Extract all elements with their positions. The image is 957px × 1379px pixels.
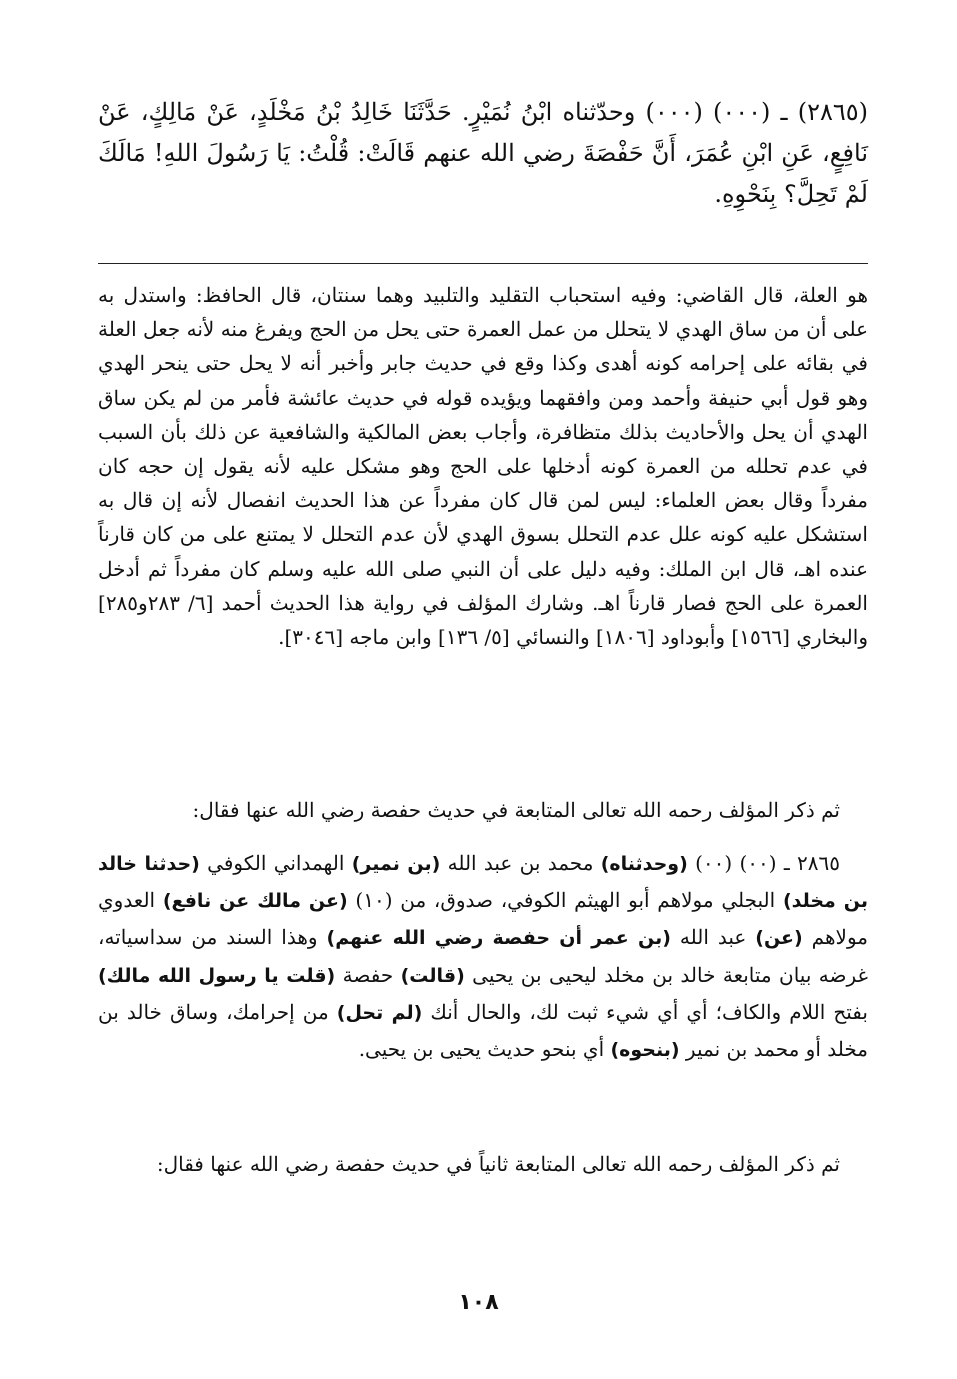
chain-text-8: حفصة (335, 962, 401, 987)
chain-bold-1: (وحدثناه) (600, 853, 688, 875)
chain-text-3: الهمداني الكوفي (199, 851, 352, 875)
chain-bold-6: (بن عمر أن حفصة رضي الله عنهم) (326, 927, 671, 950)
second-follow-up-text: ثم ذكر المؤلف رحمه الله تعالى المتابعة ثانياً في حديث حفصة رضي الله عنها فقال: (156, 1152, 840, 1176)
chain-text-1: ٢٨٦٥ ـ (٠٠) (٠٠) (687, 851, 840, 875)
chain-bold-7: (قالت) (400, 964, 465, 987)
chain-text-10: من إحرامك، وساق خالد بن مخلد أو محمد بن نمير (98, 999, 868, 1062)
chain-text-7: وهذا السند من سداسياته، غرضه بيان متابعة خالد بن مخلد ليحيى بن يحيى (98, 925, 868, 987)
chain-text-11: أي بنحو حديث يحيى بن يحيى. (358, 1037, 611, 1062)
chain-text-5: العدوي مولاهم (98, 888, 868, 950)
chain-bold-3: (حدثنا خالد بن مخلد) (98, 853, 869, 913)
chain-text-2: محمد بن عبد الله (440, 851, 601, 875)
chain-bold-10: (بنحوه) (610, 1039, 680, 1062)
chain-bold-4: (عن مالك عن نافع) (162, 890, 348, 913)
chain-bold-2: (بن نمير) (351, 853, 441, 875)
follow-up-paragraph (98, 793, 868, 827)
chain-text-6: عبد الله (670, 925, 756, 950)
second-follow-up-paragraph (98, 1147, 868, 1181)
commentary-paragraph: هو العلة، قال القاضي: وفيه استحباب التقليد والتلبيد وهما سنتان، قال الحافظ: واستدل به على أن من ساق الهدي لا يتحلل من عمل العمرة حتى يحل من الحج ويفرغ منه لأنه جعل العلة في بقائه على إحرامه كونه أهدى وكذا وقع في حديث جابر وأخبر أنه لا يحل حتى ينحر الهدي وهو قول أبي حنيفة وأحمد ومن وافقهما ويؤيده قوله في حديث عائشة فأمر من لم يكن ساق الهدي أن يحل والأحاديث بذلك متظافرة، وأجاب بعض المالكية والشافعية عن ذلك بأن السبب في عدم تحلله من العمرة كونه أدخلها على الحج وهو مشكل عليه لأنه يقول إن حجه كان مفرداً وقال بعض العلماء: ليس لمن قال كان مفرداً عن هذا الحديث انفصال لأنه إن قال به استشكل عليه كونه علل عدم التحلل بسوق الهدي لأن عدم التحلل لا يمتنع على من كان قارناً عنده اهـ، قال ابن الملك: وفيه دليل على أن النبي صلى الله عليه وسلم كان مفرداً ثم أدخل العمرة على الحج فصار قارناً اهـ. وشارك المؤلف في رواية هذا الحديث أحمد [٦/ ٢٨٣و٢٨٥] والبخاري [١٥٦٦] وأبوداود [١٨٠٦] والنسائي [٥/ ١٣٦] وابن ماجه [٣٠٤٦]. (98, 283, 868, 650)
chain-text-9: بفتح اللام والكاف؛ أي أي شيء ثبت لك، والحال أنك (422, 999, 868, 1024)
page-number: ١٠٨ (458, 1290, 499, 1315)
chain-bold-9: (لم تحل) (336, 1001, 423, 1024)
chain-text-4: البجلي مولاهم أبو الهيثم الكوفي، صدوق، من (١٠) (347, 888, 783, 913)
follow-up-text: ثم ذكر المؤلف رحمه الله تعالى المتابعة في حديث حفصة رضي الله عنها فقال: (192, 798, 840, 822)
hadith-text: (٢٨٦٥) ـ (٠٠٠) (٠٠٠) وحدّثناه ابْنُ نُمَيْرٍ. حَدَّثَنَا خَالِدُ بْنُ مَخْلَدٍ، عَنْ مَالِكٍ، عَنْ نَافِعٍ، عَنِ ابْنِ عُمَرَ، أَنَّ حَفْصَةَ رضي الله عنهم قَالَتْ: قُلْتُ: يَا رَسُولَ اللهِ! مَالَكَ لَمْ تَحِلَّ؟ بِنَحْوِهِ. (98, 98, 869, 208)
chain-bold-8: (قلت يا رسول الله مالك) (98, 964, 336, 987)
chain-explanation-paragraph (98, 845, 868, 1068)
footnote-divider (98, 263, 868, 264)
chain-bold-5: (عن) (755, 927, 803, 950)
